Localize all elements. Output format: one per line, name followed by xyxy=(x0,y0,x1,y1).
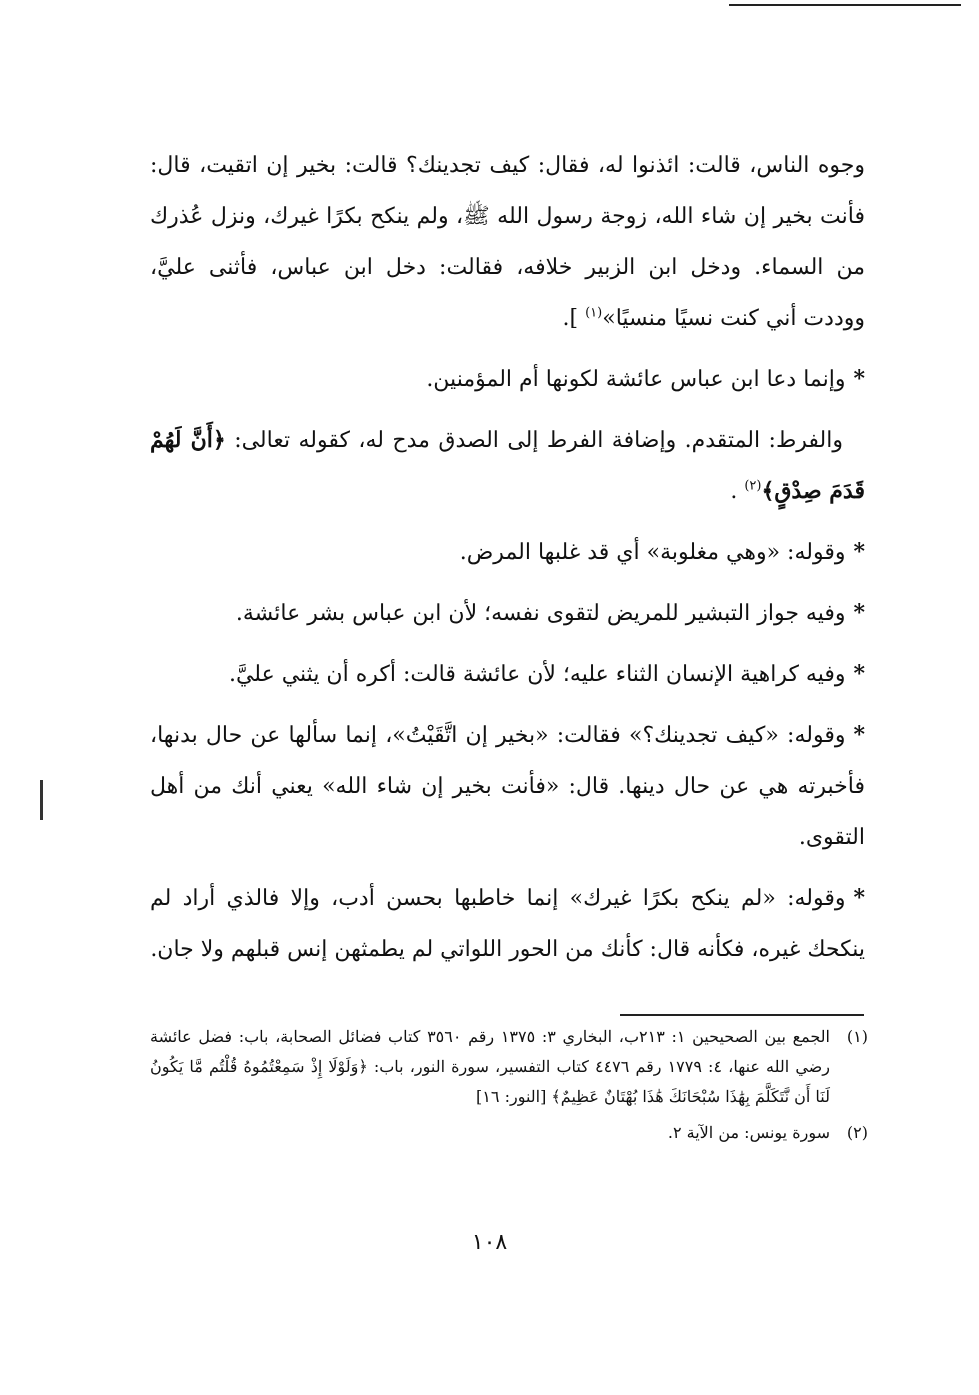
footnote-1 xyxy=(150,1022,868,1112)
bullet-paragraph-2 xyxy=(150,527,865,578)
footnotes xyxy=(150,1022,868,1148)
bullet-paragraph-6 xyxy=(150,873,865,975)
footnote-ref-2: (٢) xyxy=(744,478,762,494)
footnote-1-text: الجمع بين الصحيحين ١: ٢١٣ب، البخاري ٣: ١٣٧٥ رقم ٣٥٦٠ كتاب فضائل الصحابة، باب: فضل عائشة رضي الله عنها، ٤: ١٧٧٩ رقم ٤٤٧٦ كتاب التفسير، سورة النور، باب: ﴿وَلَوْلَا إِذْ سَمِعْتُمُوهُ قُلْتُم مَّا يَكُونُ لَنَا أَن نَّتَكَلَّمَ بِهَٰذَا سُبْحَانَكَ هَٰذَا بُهْتَانٌ عَظِيمٌ﴾ [النور: ١٦] xyxy=(150,1027,830,1106)
quran-verse: ﴿أَنَّ لَهُمْ قَدَمَ صِدْقٍ﴾ xyxy=(150,427,865,504)
main-text xyxy=(150,140,865,975)
footnote-separator xyxy=(620,1014,864,1016)
scan-mark xyxy=(40,780,43,820)
bullet-marker: * xyxy=(853,885,865,911)
bullet-5-text: وقوله: «كيف تجدينك؟» فقالت: «بخير إن اتَّقَيْتُ»، إنما سألها عن حال بدنها، فأخبرته هي عن حال دينها. قال: «فأنت بخير إن شاء الله» يعني أنك من أهل التقوى. xyxy=(150,723,865,850)
footnote-ref-1: (١) xyxy=(585,305,603,321)
paragraph-1-text: وجوه الناس، قالت: ائذنوا له، فقال: كيف تجدينك؟ قالت: بخير إن اتقيت، قال: فأنت بخير إن شاء الله، زوجة رسول الله ﷺ، ولم ينكح بكرًا غيرك، ونزل عُذرك من السماء. ودخل ابن الزبير خلافه، فقالت: دخل ابن عباس، فأثنى عليَّ، ووددت أني كنت نسيًا منسيًا» xyxy=(150,153,865,331)
bullet-marker: * xyxy=(853,661,865,687)
bullet-paragraph-4 xyxy=(150,649,865,700)
bullet-paragraph-1 xyxy=(150,354,865,405)
bullet-paragraph-5 xyxy=(150,710,865,863)
bullet-paragraph-3 xyxy=(150,588,865,639)
footnote-2 xyxy=(150,1118,868,1148)
bullet-4-text: وفيه كراهية الإنسان الثناء عليه؛ لأن عائشة قالت: أكره أن يثني عليَّ. xyxy=(228,662,846,687)
bullet-marker: * xyxy=(853,539,865,565)
bullet-1-text: وإنما دعا ابن عباس عائشة لكونها أم المؤمنين. xyxy=(426,367,846,392)
paragraph-1 xyxy=(150,140,865,344)
header-rule xyxy=(729,4,961,6)
paragraph-2-text: والفرط: المتقدم. وإضافة الفرط إلى الصدق مدح له، كقوله تعالى: xyxy=(234,428,843,453)
bullet-3-text: وفيه جواز التبشير للمريض لتقوى نفسه؛ لأن ابن عباس بشر عائشة. xyxy=(235,601,846,626)
bullet-marker: * xyxy=(853,600,865,626)
bullet-6-text: وقوله: «لم ينكح بكرًا غيرك» إنما خاطبها بحسن أدب، وإلا فالذي أراد لم ينكحك غيره، فكأنه قال: كأنك من الحور اللواتي لم يطمثهن إنس قبلهم ولا جان. xyxy=(150,886,865,962)
footnote-2-text: سورة يونس: من الآية ٢. xyxy=(667,1123,830,1142)
footnote-1-number: (١) xyxy=(846,1027,868,1046)
bullet-marker: * xyxy=(853,722,865,748)
page-number: ١٠٨ xyxy=(471,1230,508,1255)
bullet-marker: * xyxy=(853,366,865,392)
bullet-2-text: وقوله: «وهي مغلوبة» أي قد غلبها المرض. xyxy=(459,540,846,565)
paragraph-1-end: ]. xyxy=(562,306,586,331)
footnote-2-number: (٢) xyxy=(846,1123,868,1142)
paragraph-2-end: . xyxy=(730,479,745,504)
paragraph-2 xyxy=(150,415,865,517)
